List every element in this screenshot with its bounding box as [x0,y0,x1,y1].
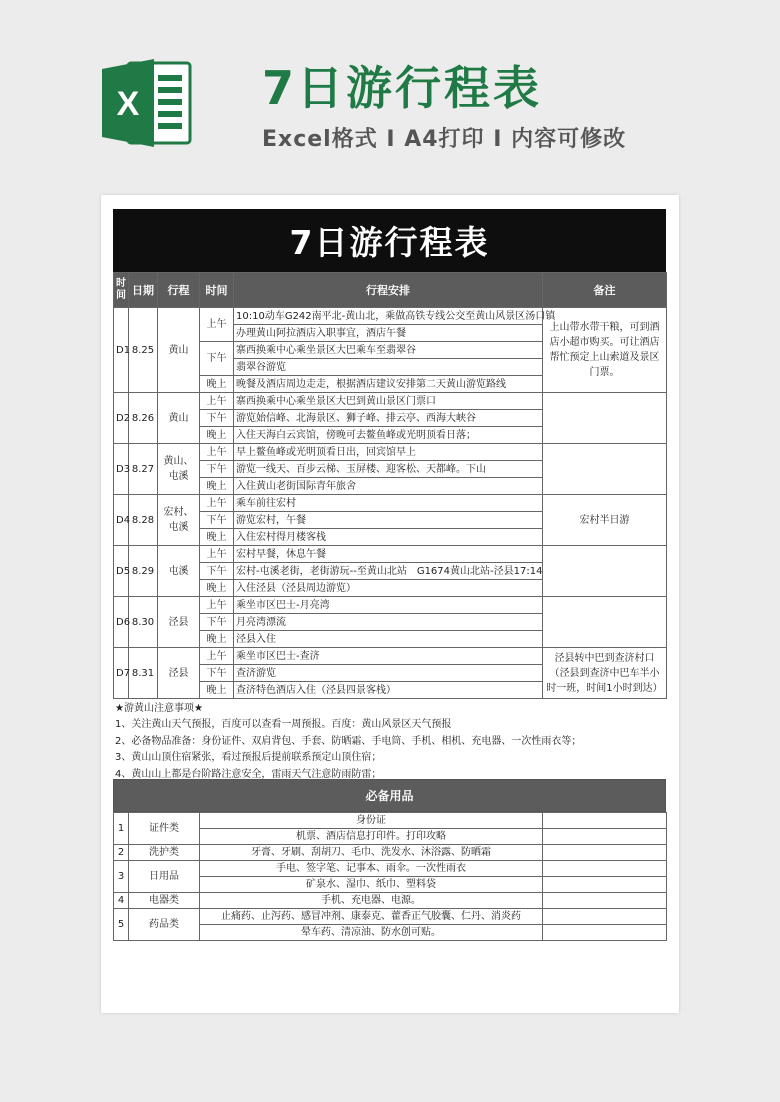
date-cell: 8.27 [129,444,158,495]
blank-cell [543,909,667,925]
time-of-day-cell: 晚上 [200,580,234,597]
col-header-notes: 备注 [543,273,667,308]
notes-cell: 上山带水带干粮，可到酒店小超市购买。可让酒店帮忙预定上山索道及景区门票。 [543,308,667,393]
note-line: 4、黄山山上都是台阶路注意安全，雷雨天气注意防雨防雷； [115,768,382,780]
schedule-cell: 游览始信峰、北海景区、狮子峰、排云亭、西海大峡谷 [234,410,543,427]
table-row [114,909,667,925]
schedule-cell: 10:10动车G242南平北-黄山北，乘做高铁专线公交至黄山风景区汤口镇 [234,308,543,325]
notes-title: ★游黄山注意事项★ [115,703,203,714]
table-row [114,845,667,861]
date-cell: 8.26 [129,393,158,444]
item-number-cell: 2 [114,845,129,861]
notes-cell [543,546,667,597]
table-row [114,495,667,512]
item-number-cell: 3 [114,861,129,893]
schedule-cell: 乘坐市区巴士-查济 [234,648,543,665]
schedule-cell: 宏村-屯溪老街，老街游玩--至黄山北站 G1674黄山北站-泾县17:14 [234,563,543,580]
time-of-day-cell: 晚上 [200,376,234,393]
blank-cell [543,877,667,893]
place-cell: 泾县 [158,648,200,699]
essentials-title: 必备用品 [113,779,666,812]
time-of-day-cell: 上午 [200,308,234,342]
item-list-cell: 牙膏、牙刷、刮胡刀、毛巾、洗发水、沐浴露、防晒霜 [200,845,543,861]
time-of-day-cell: 晚上 [200,631,234,648]
time-of-day-cell: 上午 [200,393,234,410]
col-header-time: 时间 [200,273,234,308]
day-cell: D4 [114,495,129,546]
place-cell: 宏村、屯溪 [158,495,200,546]
excel-logo-icon [100,55,195,150]
item-number-cell: 4 [114,893,129,909]
note-line: 2、必备物品准备：身份证件、双肩背包、手套、防晒霜、手电筒、手机、相机、充电器、一次性雨衣等； [115,735,582,747]
travel-notes [113,699,666,779]
place-cell: 屯溪 [158,546,200,597]
time-of-day-cell: 上午 [200,495,234,512]
col-header-day: 时间 [114,273,129,308]
blank-cell [543,813,667,829]
table-row [114,648,667,665]
itinerary-header-row [114,273,667,308]
col-header-date: 日期 [129,273,158,308]
time-of-day-cell: 下午 [200,461,234,478]
item-list-cell: 手机、充电器、电源。 [200,893,543,909]
category-cell: 电器类 [129,893,200,909]
time-of-day-cell: 晚上 [200,682,234,699]
category-cell: 药品类 [129,909,200,941]
item-list-cell: 手电、签字笔、记事本、雨伞。一次性雨衣 [200,861,543,877]
schedule-cell: 晚餐及酒店周边走走，根据酒店建议安排第二天黄山游览路线 [234,376,543,393]
item-list-cell: 晕车药、清凉油、防水创可贴。 [200,925,543,941]
schedule-cell: 游览一线天、百步云梯、玉屏楼、迎客松、天都峰。下山 [234,461,543,478]
time-of-day-cell: 上午 [200,444,234,461]
time-of-day-cell: 上午 [200,648,234,665]
item-list-cell: 止痛药、止泻药、感冒冲剂、康泰克、藿香正气胶囊、仁丹、消炎药 [200,909,543,925]
item-number-cell: 1 [114,813,129,845]
place-cell: 黄山、屯溪 [158,444,200,495]
blank-cell [543,845,667,861]
time-of-day-cell: 上午 [200,597,234,614]
time-of-day-cell: 晚上 [200,427,234,444]
notes-cell: 宏村半日游 [543,495,667,546]
schedule-cell: 入住泾县（泾县周边游览） [234,580,543,597]
notes-cell: 泾县转中巴到查济村口（泾县到查济中巴车半小时一班，时间1小时到达） [543,648,667,699]
schedule-cell: 入住天海白云宾馆，傍晚可去鳌鱼峰或光明顶看日落； [234,427,543,444]
schedule-cell: 查济特色酒店入住（泾县四景客栈） [234,682,543,699]
blank-cell [543,861,667,877]
itinerary-table [113,272,667,699]
schedule-cell: 入住宏村得月楼客栈 [234,529,543,546]
page-title: 7日游行程表 [262,61,543,115]
place-cell: 泾县 [158,597,200,648]
document-title: 7日游行程表 [113,209,666,272]
category-cell: 日用品 [129,861,200,893]
date-cell: 8.31 [129,648,158,699]
schedule-cell: 查济游览 [234,665,543,682]
blank-cell [543,893,667,909]
table-row [114,861,667,877]
day-cell: D3 [114,444,129,495]
notes-cell [543,444,667,495]
day-cell: D6 [114,597,129,648]
schedule-cell: 乘车前往宏村 [234,495,543,512]
time-of-day-cell: 下午 [200,665,234,682]
day-cell: D1 [114,308,129,393]
category-cell: 证件类 [129,813,200,845]
schedule-cell: 翡翠谷游览 [234,359,543,376]
time-of-day-cell: 晚上 [200,529,234,546]
table-row [114,393,667,410]
schedule-cell: 乘坐市区巴士-月亮湾 [234,597,543,614]
schedule-cell: 泾县入住 [234,631,543,648]
day-cell: D5 [114,546,129,597]
table-row [114,546,667,563]
table-row [114,308,667,325]
schedule-cell: 入住黄山老街国际青年旅舍 [234,478,543,495]
excel-logo-letter: X [116,85,140,123]
date-cell: 8.25 [129,308,158,393]
note-line: 1、关注黄山天气预报，百度可以查看一周预报。百度：黄山风景区天气预报 [115,719,452,731]
blank-cell [543,829,667,845]
schedule-cell: 寨西换乘中心乘坐景区大巴到黄山景区门票口 [234,393,543,410]
table-row [114,597,667,614]
item-list-cell: 矿泉水、湿巾、纸巾、塑料袋 [200,877,543,893]
col-header-schedule: 行程安排 [234,273,543,308]
table-row [114,813,667,829]
schedule-cell: 早上鳌鱼峰或光明顶看日出，回宾馆早上 [234,444,543,461]
time-of-day-cell: 上午 [200,546,234,563]
note-line: 3、黄山山顶住宿紧张，看过预报后提前联系预定山顶住宿； [115,752,382,764]
notes-cell [543,597,667,648]
blank-cell [543,925,667,941]
time-of-day-cell: 下午 [200,512,234,529]
schedule-cell: 寨西换乘中心乘坐景区大巴乘车至翡翠谷 [234,342,543,359]
itinerary-sheet [113,209,666,941]
page-subtitle: Excel格式 I A4打印 I 内容可修改 [262,127,627,152]
day-cell: D2 [114,393,129,444]
item-list-cell: 机票、酒店信息打印件。打印攻略 [200,829,543,845]
time-of-day-cell: 下午 [200,410,234,427]
date-cell: 8.30 [129,597,158,648]
item-list-cell: 身份证 [200,813,543,829]
place-cell: 黄山 [158,393,200,444]
date-cell: 8.29 [129,546,158,597]
schedule-cell: 月亮湾漂流 [234,614,543,631]
col-header-place: 行程 [158,273,200,308]
document-page [101,195,679,1013]
time-of-day-cell: 下午 [200,614,234,631]
schedule-cell: 宏村早餐，休息午餐 [234,546,543,563]
item-number-cell: 5 [114,909,129,941]
category-cell: 洗护类 [129,845,200,861]
schedule-cell: 游览宏村，午餐 [234,512,543,529]
time-of-day-cell: 晚上 [200,478,234,495]
schedule-cell: 办理黄山阿拉酒店入职事宜，酒店午餐 [234,325,543,342]
notes-cell [543,393,667,444]
place-cell: 黄山 [158,308,200,393]
table-row [114,444,667,461]
day-cell: D7 [114,648,129,699]
essentials-table [113,812,667,941]
time-of-day-cell: 下午 [200,342,234,376]
time-of-day-cell: 下午 [200,563,234,580]
date-cell: 8.28 [129,495,158,546]
table-row [114,893,667,909]
